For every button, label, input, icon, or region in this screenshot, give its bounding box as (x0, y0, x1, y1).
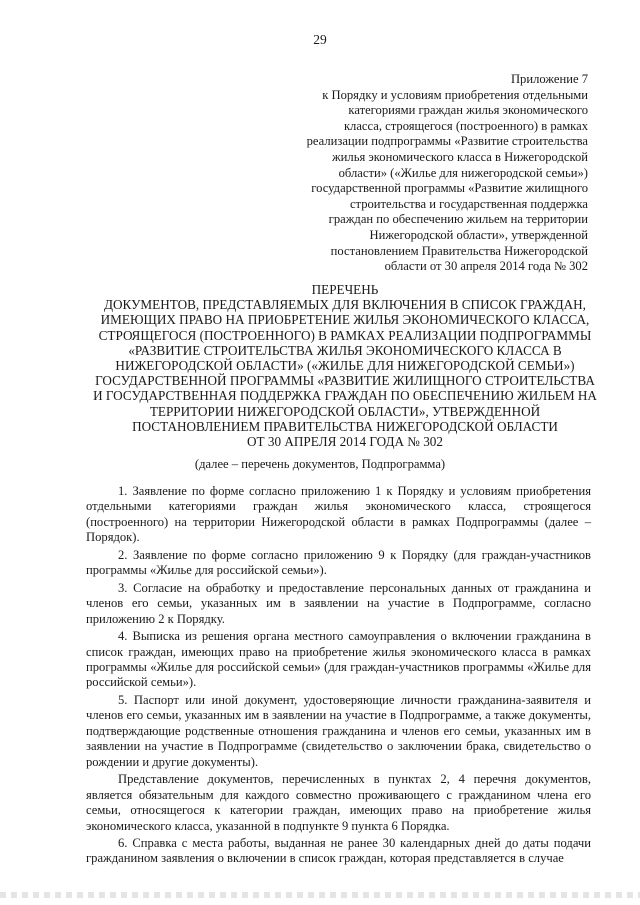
appendix-line: постановлением Правительства Нижегородской (330, 243, 588, 258)
paragraph-item-4: 4. Выписка из решения органа местного самоуправления о включении гражданина в список граждан, имеющих право на приобретение жилья экономического класса в рамках программы «Жилье для российской семьи» (для граждан-участников программы «Жилье для российской семьи»). (86, 629, 591, 690)
paragraph-item-5: 5. Паспорт или иной документ, удостоверяющие личности гражданина-заявителя и членов его семьи, указанных им в заявлении на участие в Подпрограмме, а также документы, подтверждающие родственные отношения гражданина и членов его семьи, указанных им в заявлении на участие в Подпрограмме (свидетельство о заключении брака, свидетельство о рождении и другие документы). (86, 692, 591, 769)
title-line: СТРОЯЩЕГОСЯ (ПОСТРОЕННОГО) В РАМКАХ РЕАЛИЗАЦИИ ПОДПРОГРАММЫ (98, 327, 592, 343)
title-line: ПЕРЕЧЕНЬ (311, 282, 379, 297)
scan-edge-divider (0, 892, 640, 898)
appendix-line: граждан по обеспечению жильем на территории (328, 212, 588, 227)
appendix-line: реализации подпрограммы «Развитие строительства (306, 134, 588, 149)
title-line: И ГОСУДАРСТВЕННАЯ ПОДДЕРЖКА ГРАЖДАН ПО ОБЕСПЕЧЕНИЮ ЖИЛЬЕМ НА (93, 388, 597, 404)
paragraph-note: Представление документов, перечисленных в пунктах 2, 4 перечня документов, является обязательным для каждого совместно проживающего с гражданином члена его семьи, относящегося к категории граждан, имеющих право на приобретение жилья экономического класса, указанной в подпункте 9 пункта 6 Порядка. (86, 772, 591, 833)
title-line: ТЕРРИТОРИИ НИЖЕГОРОДСКОЙ ОБЛАСТИ», УТВЕРЖДЕННОЙ (149, 403, 541, 419)
title-line: НИЖЕГОРОДСКОЙ ОБЛАСТИ» («ЖИЛЬЕ ДЛЯ НИЖЕГОРОДСКОЙ СЕМЬИ») (115, 358, 575, 374)
paragraph-item-1: 1. Заявление по форме согласно приложению 1 к Порядку и условиям приобретения отдельными категориями граждан жилья экономического класса, строящегося (построенного) на территории Нижегородской области в рамках Подпрограммы (далее – Порядок). (86, 484, 591, 545)
appendix-line: государственной программы «Развитие жилищного (311, 181, 588, 196)
title-line: ОТ 30 АПРЕЛЯ 2014 ГОДА № 302 (247, 434, 443, 450)
title-line: ПОСТАНОВЛЕНИЕМ ПРАВИТЕЛЬСТВА НИЖЕГОРОДСКОЙ ОБЛАСТИ (132, 418, 558, 434)
document-body (86, 484, 591, 867)
title-line: ДОКУМЕНТОВ, ПРЕДСТАВЛЯЕМЫХ ДЛЯ ВКЛЮЧЕНИЯ В СПИСОК ГРАЖДАН, (104, 297, 586, 313)
appendix-line: класса, строящегося (построенного) в рамках (343, 118, 588, 133)
appendix-line: к Порядку и условиям приобретения отдельными (322, 87, 588, 102)
title-line: «РАЗВИТИЕ СТРОИТЕЛЬСТВА ЖИЛЬЯ ЭКОНОМИЧЕСКОГО КЛАССА В (128, 342, 562, 358)
paragraph-item-3: 3. Согласие на обработку и предоставление персональных данных от гражданина и членов его семьи, указанных им в заявлении на участие в Подпрограмме, согласно приложению 2 к Порядку. (86, 580, 591, 626)
appendix-line: области» («Жилье для нижегородской семьи») (338, 165, 588, 180)
appendix-line: жилья экономического класса в Нижегородской (331, 149, 588, 164)
title-line: ИМЕЮЩИХ ПРАВО НА ПРИОБРЕТЕНИЕ ЖИЛЬЯ ЭКОНОМИЧЕСКОГО КЛАССА, (100, 312, 590, 328)
appendix-line: области от 30 апреля 2014 года № 302 (384, 259, 588, 274)
paragraph-item-6: 6. Справка с места работы, выданная не ранее 30 календарных дней до даты подачи гражданином заявления о включении в список граждан, которая представляется в случае (86, 835, 591, 866)
appendix-line: категориями граждан жилья экономического (348, 103, 588, 118)
appendix-line: строительства и государственная поддержка (349, 196, 588, 211)
paragraph-item-2: 2. Заявление по форме согласно приложению 9 к Порядку (для граждан-участников программы «Жилье для российской семьи»). (86, 547, 591, 578)
page-number: 29 (313, 32, 327, 47)
appendix-header (288, 72, 588, 275)
document-title (86, 282, 604, 449)
appendix-line: Нижегородской области», утвержденной (369, 227, 588, 242)
title-line: ГОСУДАРСТВЕННОЙ ПРОГРАММЫ «РАЗВИТИЕ ЖИЛИЩНОГО СТРОИТЕЛЬСТВА (95, 373, 595, 389)
document-subtitle: (далее – перечень документов, Подпрограмма) (194, 457, 446, 471)
appendix-line: Приложение 7 (510, 72, 588, 86)
